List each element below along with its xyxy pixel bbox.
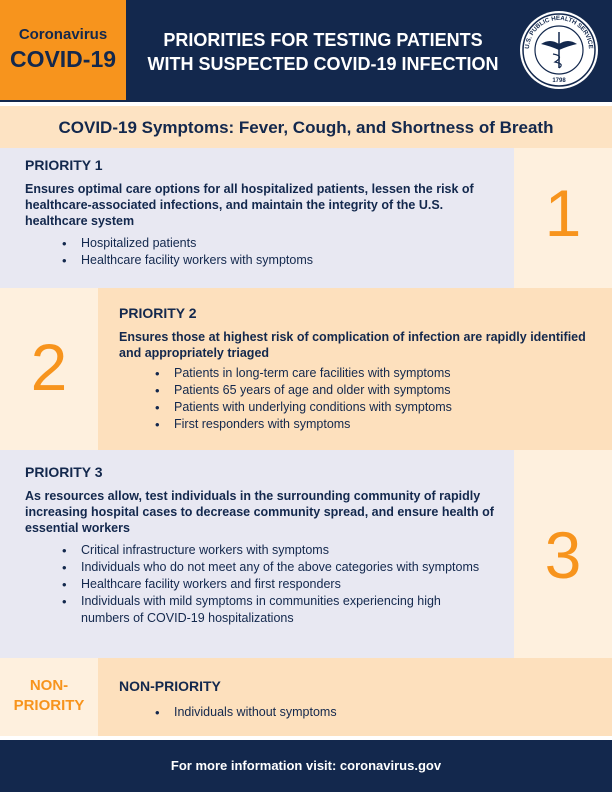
priority-1-description: Ensures optimal care options for all hospitalized patients, lessen the risk of healthcare-associated infections, and maintain the integrity of the U.S. healthcare system — [25, 182, 474, 228]
priority-2-section — [0, 288, 612, 450]
priority-1-content — [0, 148, 514, 288]
priority-2-title: PRIORITY 2 — [119, 305, 197, 321]
seal-year: 1798 — [552, 78, 566, 84]
badge-line2: COVID-19 — [9, 46, 117, 72]
non-priority-section — [0, 658, 612, 736]
priority-1-list — [62, 235, 502, 269]
list-item: • Healthcare facility workers and first responders — [62, 576, 492, 593]
priority-3-number-box — [514, 450, 612, 658]
non-priority-label-box — [0, 658, 98, 736]
symptoms-banner — [0, 102, 612, 148]
badge-line1: Coronavirus — [18, 26, 108, 43]
priority-2-number-box — [0, 288, 98, 450]
list-item: • Patients in long-term care facilities with symptoms — [155, 365, 595, 382]
list-item: • Patients with underlying conditions with symptoms — [155, 399, 595, 416]
priority-1-number: 1 — [544, 176, 582, 250]
list-item: • First responders with symptoms — [155, 416, 595, 433]
title-line2: WITH SUSPECTED COVID-19 INFECTION — [147, 54, 499, 74]
symptoms-text: COVID-19 Symptoms: Fever, Cough, and Shortness of Breath — [58, 118, 554, 137]
priority-3-description: As resources allow, test individuals in the surrounding community of rapidly increasing hospital cases to decrease community spread, and ensure health of essential workers — [25, 489, 494, 535]
list-item: • Individuals without symptoms — [155, 704, 585, 721]
svg-text:U.S. PUBLIC HEALTH SERVICE: U.S. PUBLIC HEALTH SERVICE — [523, 14, 595, 50]
footer-banner — [0, 740, 612, 792]
priority-1-number-box — [514, 148, 612, 288]
non-priority-content — [98, 658, 612, 736]
priority-1-title: PRIORITY 1 — [25, 157, 103, 173]
priority-3-section — [0, 450, 612, 658]
list-item: • Individuals who do not meet any of the above categories with symptoms — [62, 559, 492, 576]
covid-badge — [0, 0, 126, 100]
priority-3-number: 3 — [544, 518, 582, 592]
priority-3-title: PRIORITY 3 — [25, 464, 103, 480]
non-priority-list — [155, 704, 585, 721]
priority-2-content — [98, 288, 612, 450]
list-item: • Hospitalized patients — [62, 235, 502, 252]
footer-link-text: For more information visit: coronavirus.gov — [170, 758, 442, 773]
title-line1: PRIORITIES FOR TESTING PATIENTS — [163, 30, 483, 50]
header-banner — [0, 0, 612, 102]
priority-3-list — [62, 542, 492, 627]
non-priority-label-line2: PRIORITY — [13, 697, 85, 714]
public-health-service-seal-icon — [519, 10, 599, 90]
list-item: • Critical infrastructure workers with symptoms — [62, 542, 492, 559]
page-title — [133, 28, 513, 76]
priority-2-number: 2 — [30, 330, 68, 404]
list-item: • Patients 65 years of age and older with symptoms — [155, 382, 595, 399]
non-priority-title: NON-PRIORITY — [119, 678, 221, 694]
list-item: • Individuals with mild symptoms in communities experiencing high numbers of COVID-19 hospitalizations — [62, 593, 492, 627]
non-priority-label — [0, 676, 98, 716]
priority-1-section — [0, 148, 612, 288]
priority-2-list — [155, 365, 595, 433]
priority-2-description: Ensures those at highest risk of complication of infection are rapidly identified and appropriately triaged — [119, 330, 586, 360]
priority-3-content — [0, 450, 514, 658]
non-priority-label-line1: NON- — [29, 677, 69, 694]
list-item: • Healthcare facility workers with symptoms — [62, 252, 502, 269]
